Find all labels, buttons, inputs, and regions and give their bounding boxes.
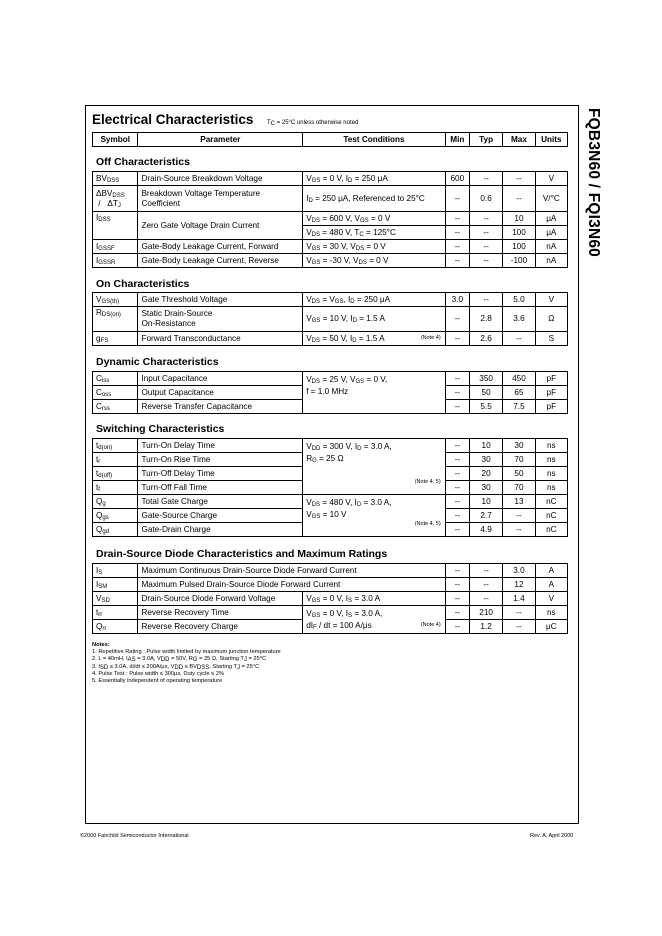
- parameter: Static Drain-Source On-Resistance: [138, 307, 303, 332]
- typ: --: [469, 240, 502, 254]
- symbol: $I_{SM}$: [93, 578, 138, 592]
- symbol: $Q_{gs}$: [93, 509, 138, 523]
- table-row: [93, 212, 568, 226]
- col-typ: Typ: [469, 133, 502, 147]
- table-row: [93, 186, 568, 212]
- unit: nC: [535, 509, 567, 523]
- min: --: [445, 606, 469, 620]
- max: 12: [503, 578, 535, 592]
- test-condition: $V_{GS} = 30$ V, $V_{DS} = 0$ V: [303, 240, 446, 254]
- max: 70: [503, 453, 535, 467]
- parameter: Reverse Transfer Capacitance: [138, 400, 303, 414]
- on-table: [92, 292, 568, 346]
- unit: ns: [535, 606, 567, 620]
- side-part-number: FQB3N60 / FQI3N60: [585, 108, 602, 257]
- symbol: $\Delta BV_{DSS}$ / $\Delta T_J$: [93, 186, 138, 212]
- parameter: Zero Gate Voltage Drain Current: [138, 212, 303, 240]
- min: --: [445, 212, 469, 226]
- table-row: [93, 293, 568, 307]
- symbol: $Q_{rr}$: [93, 620, 138, 634]
- min: --: [445, 467, 469, 481]
- parameter: Total Gate Charge: [138, 495, 303, 509]
- note-5: 5. Essentially independent of operating temperature: [92, 678, 223, 685]
- symbol: $t_r$: [93, 453, 138, 467]
- table-row: [93, 439, 568, 453]
- unit: V: [535, 592, 567, 606]
- typ: 30: [469, 481, 502, 495]
- min: 600: [445, 172, 469, 186]
- test-condition: $V_{DS} = 25$ V, $V_{GS} = 0$ V, f = 1.0 MHz: [303, 372, 446, 414]
- max: --: [503, 186, 535, 212]
- table-row: [93, 240, 568, 254]
- test-condition: $V_{GS} = 0$ V, $I_S = 3.0$ A: [303, 592, 446, 606]
- parameter: Drain-Source Diode Forward Voltage: [138, 592, 303, 606]
- symbol: $R_{DS(on)}$: [93, 307, 138, 332]
- typ: --: [469, 592, 502, 606]
- table-row: [93, 564, 568, 578]
- symbol: $t_{rr}$: [93, 606, 138, 620]
- unit: ns: [535, 481, 567, 495]
- parameter: Turn-On Rise Time: [138, 453, 303, 467]
- symbol: $BV_{DSS}$: [93, 172, 138, 186]
- unit: μA: [535, 212, 567, 226]
- typ: --: [469, 578, 502, 592]
- parameter: Output Capacitance: [138, 386, 303, 400]
- table-row: [93, 254, 568, 268]
- parameter: Input Capacitance: [138, 372, 303, 386]
- max: 13: [503, 495, 535, 509]
- switching-table: [92, 438, 568, 537]
- unit: μC: [535, 620, 567, 634]
- table-row: [93, 307, 568, 332]
- note-3: 3. $I_{SD} \le 3.0A$, di/dt ≤ 200A/μs, $V_{DD} \le BV_{DSS}$, Starting $T_J = 25^\circ C$: [92, 663, 260, 671]
- parameter: Gate-Body Leakage Current, Forward: [138, 240, 303, 254]
- section-diode: Drain-Source Diode Characteristics and Maximum Ratings: [96, 548, 388, 560]
- max: 50: [503, 467, 535, 481]
- min: --: [445, 592, 469, 606]
- symbol: $C_{oss}$: [93, 386, 138, 400]
- typ: 2.6: [469, 332, 502, 346]
- symbol: $t_{d(off)}$: [93, 467, 138, 481]
- typ: 210: [469, 606, 502, 620]
- parameter: Gate-Source Charge: [138, 509, 303, 523]
- max: 10: [503, 212, 535, 226]
- min: --: [445, 226, 469, 240]
- symbol: $t_{d(on)}$: [93, 439, 138, 453]
- parameter: Breakdown Voltage Temperature Coefficient: [138, 186, 303, 212]
- max: --: [503, 509, 535, 523]
- typ: 2.8: [469, 307, 502, 332]
- col-units: Units: [535, 133, 567, 147]
- parameter: Gate-Drain Charge: [138, 523, 303, 537]
- table-row: [93, 495, 568, 509]
- max: 3.0: [503, 564, 535, 578]
- min: --: [445, 400, 469, 414]
- max: --: [503, 523, 535, 537]
- table-row: [93, 372, 568, 386]
- table-row: [93, 172, 568, 186]
- header-table: [92, 132, 568, 147]
- parameter: Gate Threshold Voltage: [138, 293, 303, 307]
- symbol: $V_{GS(th)}$: [93, 293, 138, 307]
- typ: --: [469, 212, 502, 226]
- test-condition: $I_D = 250$ μA, Referenced to 25°C: [303, 186, 446, 212]
- parameter: Drain-Source Breakdown Voltage: [138, 172, 303, 186]
- unit: Ω: [535, 307, 567, 332]
- max: 30: [503, 439, 535, 453]
- max: 100: [503, 226, 535, 240]
- symbol: $t_f$: [93, 481, 138, 495]
- title-condition: $T_C = 25^\circ C$ unless otherwise noted: [267, 120, 359, 127]
- table-row: [93, 332, 568, 346]
- parameter: Maximum Continuous Drain-Source Diode Forward Current: [138, 564, 445, 578]
- min: --: [445, 372, 469, 386]
- symbol: $V_{SD}$: [93, 592, 138, 606]
- max: 3.6: [503, 307, 535, 332]
- unit: ns: [535, 467, 567, 481]
- unit: pF: [535, 386, 567, 400]
- max: --: [503, 606, 535, 620]
- typ: --: [469, 293, 502, 307]
- note-ref: (Note 4): [420, 622, 441, 628]
- min: --: [445, 523, 469, 537]
- test-condition: $V_{GS} = 10$ V, $I_D = 1.5$ A: [303, 307, 446, 332]
- off-table: [92, 171, 568, 268]
- typ: 1.2: [469, 620, 502, 634]
- unit: V: [535, 293, 567, 307]
- typ: 0.6: [469, 186, 502, 212]
- symbol: $Q_g$: [93, 495, 138, 509]
- typ: 50: [469, 386, 502, 400]
- test-condition: $V_{GS} = 0$ V, $I_D = 250$ μA: [303, 172, 446, 186]
- max: 1.4: [503, 592, 535, 606]
- unit: nA: [535, 240, 567, 254]
- section-dynamic: Dynamic Characteristics: [96, 356, 219, 368]
- note-ref: (Note 4, 5): [414, 479, 441, 485]
- symbol: $I_S$: [93, 564, 138, 578]
- min: --: [445, 453, 469, 467]
- min: --: [445, 495, 469, 509]
- typ: 5.5: [469, 400, 502, 414]
- max: 450: [503, 372, 535, 386]
- min: --: [445, 439, 469, 453]
- unit: nC: [535, 495, 567, 509]
- max: 70: [503, 481, 535, 495]
- unit: A: [535, 578, 567, 592]
- max: 5.0: [503, 293, 535, 307]
- max: --: [503, 332, 535, 346]
- col-symbol: Symbol: [93, 133, 138, 147]
- typ: 10: [469, 439, 502, 453]
- test-condition: $V_{DD} = 300$ V, $I_D = 3.0$ A, $R_G = 25$ Ω (Note 4, 5): [303, 439, 446, 495]
- typ: 4.9: [469, 523, 502, 537]
- footer-copyright: ©2000 Fairchild Semiconductor International: [80, 833, 189, 839]
- section-on: On Characteristics: [96, 278, 190, 290]
- symbol: $I_{DSS}$: [93, 212, 138, 240]
- unit: nA: [535, 254, 567, 268]
- parameter: Turn-Off Delay Time: [138, 467, 303, 481]
- min: --: [445, 254, 469, 268]
- section-switching: Switching Characteristics: [96, 423, 225, 435]
- typ: --: [469, 226, 502, 240]
- min: --: [445, 307, 469, 332]
- col-max: Max: [503, 133, 535, 147]
- unit: μA: [535, 226, 567, 240]
- min: --: [445, 620, 469, 634]
- parameter: Reverse Recovery Charge: [138, 620, 303, 634]
- typ: 20: [469, 467, 502, 481]
- symbol: $C_{iss}$: [93, 372, 138, 386]
- section-off: Off Characteristics: [96, 156, 190, 168]
- parameter: Forward Transconductance: [138, 332, 303, 346]
- typ: --: [469, 254, 502, 268]
- note-ref: (Note 4): [420, 335, 441, 341]
- symbol: $Q_{gd}$: [93, 523, 138, 537]
- notes: [92, 642, 281, 685]
- symbol: $I_{GSSR}$: [93, 254, 138, 268]
- test-condition: $V_{DS} = 600$ V, $V_{GS} = 0$ V: [303, 212, 446, 226]
- unit: V: [535, 172, 567, 186]
- test-condition: $V_{DS} = 50$ V, $I_D = 1.5$ A (Note 4): [303, 332, 446, 346]
- max: 100: [503, 240, 535, 254]
- typ: --: [469, 172, 502, 186]
- parameter: Turn-Off Fall Time: [138, 481, 303, 495]
- note-2: 2. L = 40mH, $I_{AS} = 3.0A$, $V_{DD} = 50V$, $R_G = 25$ Ω, Starting $T_J = 25^\circ C$: [92, 656, 267, 664]
- typ: 2.7: [469, 509, 502, 523]
- footer-revision: Rev. A, April 2000: [530, 833, 574, 839]
- unit: ns: [535, 439, 567, 453]
- unit: pF: [535, 372, 567, 386]
- test-condition: $V_{DS} = 480$ V, $T_C = 125^\circ C$: [303, 226, 446, 240]
- max: 7.5: [503, 400, 535, 414]
- col-test-conditions: Test Conditions: [303, 133, 446, 147]
- parameter: Maximum Pulsed Drain-Source Diode Forward Current: [138, 578, 445, 592]
- unit: V/°C: [535, 186, 567, 212]
- note-4: 4. Pulse Test : Pulse width ≤ 300μs, Duty cycle ≤ 2%: [92, 670, 225, 677]
- symbol: $g_{FS}$: [93, 332, 138, 346]
- unit: nC: [535, 523, 567, 537]
- table-row: [93, 592, 568, 606]
- dynamic-table: [92, 371, 568, 414]
- unit: S: [535, 332, 567, 346]
- symbol: $I_{GSSF}$: [93, 240, 138, 254]
- col-parameter: Parameter: [138, 133, 303, 147]
- min: --: [445, 186, 469, 212]
- col-min: Min: [445, 133, 469, 147]
- table-row: [93, 578, 568, 592]
- max: -100: [503, 254, 535, 268]
- min: --: [445, 578, 469, 592]
- typ: 10: [469, 495, 502, 509]
- section-title: Electrical Characteristics: [92, 112, 254, 127]
- min: --: [445, 386, 469, 400]
- diode-table: [92, 563, 568, 634]
- min: --: [445, 240, 469, 254]
- max: --: [503, 620, 535, 634]
- min: --: [445, 509, 469, 523]
- max: --: [503, 172, 535, 186]
- typ: 350: [469, 372, 502, 386]
- min: --: [445, 481, 469, 495]
- unit: pF: [535, 400, 567, 414]
- max: 65: [503, 386, 535, 400]
- header-row: [93, 133, 568, 147]
- test-condition: $V_{GS} = -30$ V, $V_{DS} = 0$ V: [303, 254, 446, 268]
- note-ref: (Note 4, 5): [414, 521, 441, 527]
- test-condition: $V_{GS} = 0$ V, $I_S = 3.0$ A, $dI_F$ / dt = 100 A/μs (Note 4): [303, 606, 446, 634]
- parameter: Turn-On Delay Time: [138, 439, 303, 453]
- min: 3.0: [445, 293, 469, 307]
- parameter: Reverse Recovery Time: [138, 606, 303, 620]
- symbol: $C_{rss}$: [93, 400, 138, 414]
- test-condition: $V_{DS} = 480$ V, $I_D = 3.0$ A, $V_{GS} = 10$ V (Note 4, 5): [303, 495, 446, 537]
- typ: --: [469, 564, 502, 578]
- test-condition: $V_{DS} = V_{GS}$, $I_D = 250$ μA: [303, 293, 446, 307]
- unit: ns: [535, 453, 567, 467]
- unit: A: [535, 564, 567, 578]
- parameter: Gate-Body Leakage Current, Reverse: [138, 254, 303, 268]
- table-row: [93, 606, 568, 620]
- min: --: [445, 564, 469, 578]
- min: --: [445, 332, 469, 346]
- notes-title: Notes:: [92, 642, 110, 648]
- typ: 30: [469, 453, 502, 467]
- note-1: 1. Repetitive Rating : Pulse width limited by maximum junction temperature: [92, 649, 281, 656]
